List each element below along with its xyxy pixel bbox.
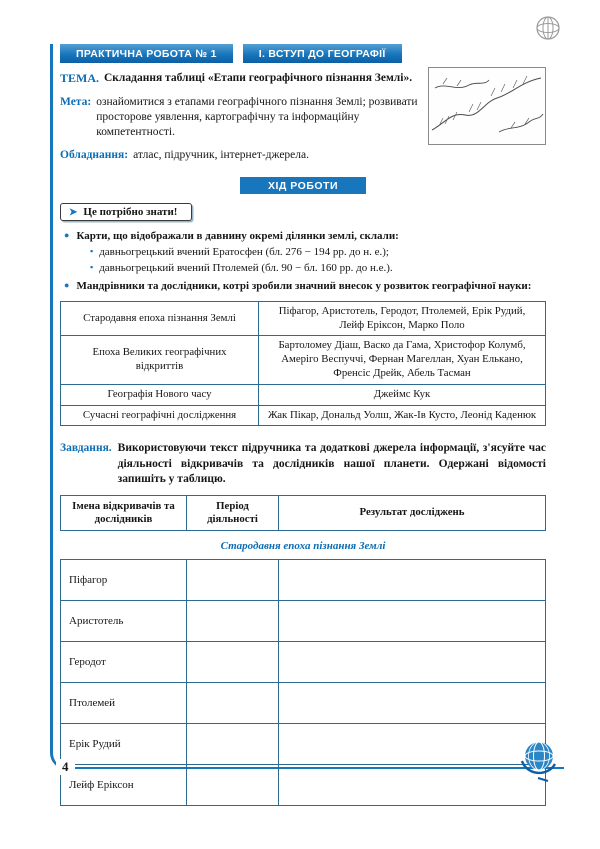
- period-cell: [187, 724, 279, 765]
- subitem-text: давньогрецький вчений Птолемей (бл. 90 − бл. 160 рр. до н.е.).: [99, 262, 393, 275]
- explorer-name-cell: Птолемей: [61, 683, 187, 724]
- task-table-header: [60, 495, 546, 531]
- epoch-cell: Географія Нового часу: [61, 384, 259, 405]
- goal-label: Мета:: [60, 95, 92, 108]
- equipment-text: атлас, підручник, інтернет-джерела.: [133, 149, 309, 162]
- result-cell: [279, 560, 546, 601]
- column-header: Імена відкривачів та дослідників: [61, 495, 187, 530]
- table-row: [61, 405, 546, 426]
- column-header: Період діяльності: [187, 495, 279, 530]
- goal-paragraph: [60, 95, 418, 141]
- equipment-label: Обладнання:: [60, 149, 129, 162]
- need-to-know-label: Це потрібно знати!: [83, 205, 178, 218]
- table-row: [61, 724, 546, 765]
- work-progress-heading-wrap: [60, 176, 546, 194]
- table-row: [61, 642, 546, 683]
- table-row: [61, 601, 546, 642]
- task-text: Використовуючи текст підручника та додаткові джерела інформації, з'ясуйте час діяльності відкривачів та дослідників нашої планети. Одержані відомості запишіть у таблицю.: [117, 442, 546, 485]
- practical-work-title: ПРАКТИЧНА РОБОТА № 1: [60, 44, 233, 63]
- theme-paragraph: [60, 71, 418, 87]
- explorer-name-cell: Ерік Рудий: [61, 724, 187, 765]
- table-row: [61, 560, 546, 601]
- page-content: [60, 44, 546, 806]
- list-subitem: [90, 261, 546, 275]
- task-paragraph: [60, 441, 546, 487]
- globe-outline-icon: [534, 14, 562, 42]
- need-to-know-box: [60, 203, 192, 221]
- page-number: 4: [56, 759, 75, 775]
- column-header: Результат досліджень: [279, 495, 546, 530]
- names-cell: Бартоломеу Діаш, Васко да Гама, Христофор Колумб, Амеріго Веспуччі, Фернан Магеллан, Хуан Елькано, Френсіс Дрейк, Абель Тасман: [259, 336, 546, 384]
- map-sketch-image: [428, 67, 546, 145]
- result-cell: [279, 683, 546, 724]
- task-label: Завдання.: [60, 442, 112, 455]
- table-row: [61, 765, 546, 806]
- bullet-icon: ●: [64, 280, 70, 291]
- explorers-epochs-table: [60, 301, 546, 427]
- explorer-name-cell: Піфагор: [61, 560, 187, 601]
- list-item: [60, 229, 546, 243]
- explorer-name-cell: Лейф Еріксон: [61, 765, 187, 806]
- period-cell: [187, 560, 279, 601]
- theme-label: ТЕМА.: [60, 71, 99, 85]
- task-table-body: [60, 559, 546, 806]
- epoch-cell: Сучасні географічні дослідження: [61, 405, 259, 426]
- chapter-title: І. ВСТУП ДО ГЕОГРАФІЇ: [243, 44, 402, 63]
- globe-icon: [518, 739, 558, 783]
- period-cell: [187, 683, 279, 724]
- explorer-name-cell: Аристотель: [61, 601, 187, 642]
- table-row: [61, 683, 546, 724]
- bullet-icon: ●: [64, 229, 70, 240]
- period-cell: [187, 642, 279, 683]
- list-item: [60, 279, 546, 293]
- epoch-section-title: Стародавня епоха пізнання Землі: [220, 540, 386, 553]
- table-row: [61, 301, 546, 336]
- result-cell: [279, 724, 546, 765]
- result-cell: [279, 765, 546, 806]
- arrow-right-icon: ➤: [69, 206, 78, 218]
- goal-text: ознайомитися з етапами географічного пізнання Землі; розвивати просторове уявлення, картографічну та інформаційну компетентності.: [96, 95, 418, 139]
- names-cell: Жак Пікар, Дональд Уолш, Жак-Ів Кусто, Леонід Каденюк: [259, 405, 546, 426]
- result-cell: [279, 642, 546, 683]
- table-row: [61, 384, 546, 405]
- bullet-text: Карти, що відображали в давнину окремі ділянки землі, склали:: [76, 229, 399, 242]
- names-cell: Джеймс Кук: [259, 384, 546, 405]
- period-cell: [187, 601, 279, 642]
- work-progress-heading: ХІД РОБОТИ: [240, 177, 366, 194]
- epoch-cell: Стародавня епоха пізнання Землі: [61, 301, 259, 336]
- table-row: [61, 336, 546, 384]
- epoch-cell: Епоха Великих географічних відкриттів: [61, 336, 259, 384]
- square-bullet-icon: ▪: [90, 245, 94, 256]
- theme-text: Складання таблиці «Етапи географічного пізнання Землі».: [104, 72, 413, 84]
- list-subitem: [90, 245, 546, 259]
- period-cell: [187, 765, 279, 806]
- table-header-row: [61, 495, 546, 530]
- explorer-name-cell: Геродот: [61, 642, 187, 683]
- square-bullet-icon: ▪: [90, 262, 94, 273]
- equipment-paragraph: [60, 148, 418, 163]
- bullet-list: [60, 229, 546, 294]
- names-cell: Піфагор, Аристотель, Геродот, Птолемей, Ерік Рудий, Лейф Еріксон, Марко Поло: [259, 301, 546, 336]
- subitem-text: давньогрецький вчений Ератосфен (бл. 276 − 194 рр. до н. е.);: [99, 245, 389, 258]
- result-cell: [279, 601, 546, 642]
- bullet-text: Мандрівники та дослідники, котрі зробили значний внесок у розвиток географічної науки:: [76, 280, 532, 293]
- page-header: [60, 44, 546, 63]
